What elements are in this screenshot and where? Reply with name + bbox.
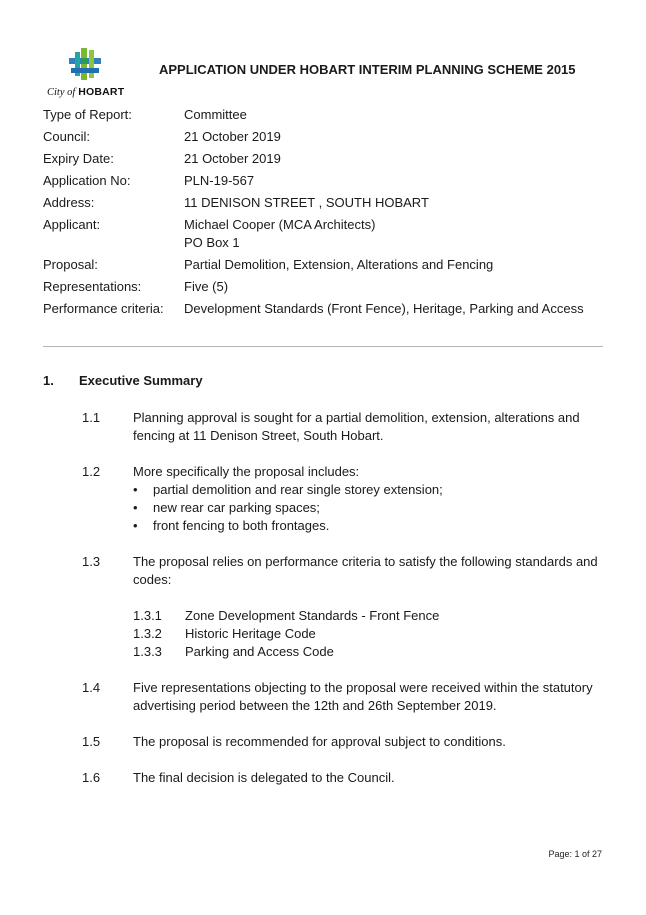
- section-title: Executive Summary: [79, 373, 203, 388]
- bullet-text: front fencing to both frontages.: [153, 518, 330, 533]
- item-text-line1: The proposal relies on performance criteria to satisfy the following standards and: [133, 554, 598, 569]
- sub-item-number: 1.3.1: [133, 608, 162, 623]
- logo-text: [47, 86, 124, 98]
- detail-label: Representations:: [43, 279, 142, 294]
- sub-item-number: 1.3.3: [133, 644, 162, 659]
- item-text-line1: Five representations objecting to the proposal were received within the statutory: [133, 680, 593, 695]
- detail-value: Five (5): [184, 279, 229, 294]
- sub-item-text: Parking and Access Code: [185, 644, 334, 659]
- page-number: Page: 1 of 27: [548, 849, 602, 859]
- detail-value: PLN-19-567: [184, 173, 255, 188]
- detail-label: Council:: [43, 129, 90, 144]
- city-of-hobart-logo: [47, 46, 123, 100]
- bullet-dot-icon: •: [133, 500, 138, 515]
- detail-value: Development Standards (Front Fence), Heritage, Parking and Access: [184, 301, 584, 316]
- item-text-line1: Planning approval is sought for a partial demolition, extension, alterations and: [133, 410, 580, 425]
- detail-value: 21 October 2019: [184, 151, 281, 166]
- detail-label: Applicant:: [43, 217, 101, 232]
- detail-label: Address:: [43, 195, 95, 210]
- bullet-dot-icon: •: [133, 518, 138, 533]
- section-number: 1.: [43, 373, 54, 388]
- detail-label: Proposal:: [43, 257, 98, 272]
- item-text: The final decision is delegated to the Council.: [133, 770, 395, 785]
- detail-value: Michael Cooper (MCA Architects): [184, 217, 376, 232]
- detail-label: Expiry Date:: [43, 151, 114, 166]
- logo-city-text: City of: [47, 87, 76, 98]
- logo-org-text: HOBART: [78, 86, 125, 98]
- detail-value: Committee: [184, 107, 247, 122]
- sub-item-text: Zone Development Standards - Front Fence: [185, 608, 440, 623]
- bullet-text: new rear car parking spaces;: [153, 500, 320, 515]
- bullet-text: partial demolition and rear single storey extension;: [153, 482, 443, 497]
- item-text-line2: fencing at 11 Denison Street, South Hobart.: [133, 428, 384, 443]
- detail-value: 21 October 2019: [184, 129, 281, 144]
- document-title: APPLICATION UNDER HOBART INTERIM PLANNING SCHEME 2015: [159, 62, 576, 77]
- horizontal-divider: [43, 346, 603, 347]
- item-number: 1.5: [82, 734, 101, 749]
- item-number: 1.6: [82, 770, 101, 785]
- hobart-cross-icon: [67, 46, 103, 82]
- detail-value: Partial Demolition, Extension, Alterations and Fencing: [184, 257, 494, 272]
- item-number: 1.1: [82, 410, 101, 425]
- sub-item-number: 1.3.2: [133, 626, 162, 641]
- detail-value-line2: PO Box 1: [184, 235, 240, 250]
- item-text: The proposal is recommended for approval subject to conditions.: [133, 734, 506, 749]
- detail-label: Type of Report:: [43, 107, 132, 122]
- detail-label: Application No:: [43, 173, 131, 188]
- item-text-line2: advertising period between the 12th and 26th September 2019.: [133, 698, 497, 713]
- sub-item-text: Historic Heritage Code: [185, 626, 316, 641]
- item-text: More specifically the proposal includes:: [133, 464, 360, 479]
- item-number: 1.3: [82, 554, 101, 569]
- item-number: 1.2: [82, 464, 101, 479]
- item-text-line2: codes:: [133, 572, 172, 587]
- detail-value: 11 DENISON STREET , SOUTH HOBART: [184, 195, 429, 210]
- item-number: 1.4: [82, 680, 101, 695]
- bullet-dot-icon: •: [133, 482, 138, 497]
- detail-label: Performance criteria:: [43, 301, 164, 316]
